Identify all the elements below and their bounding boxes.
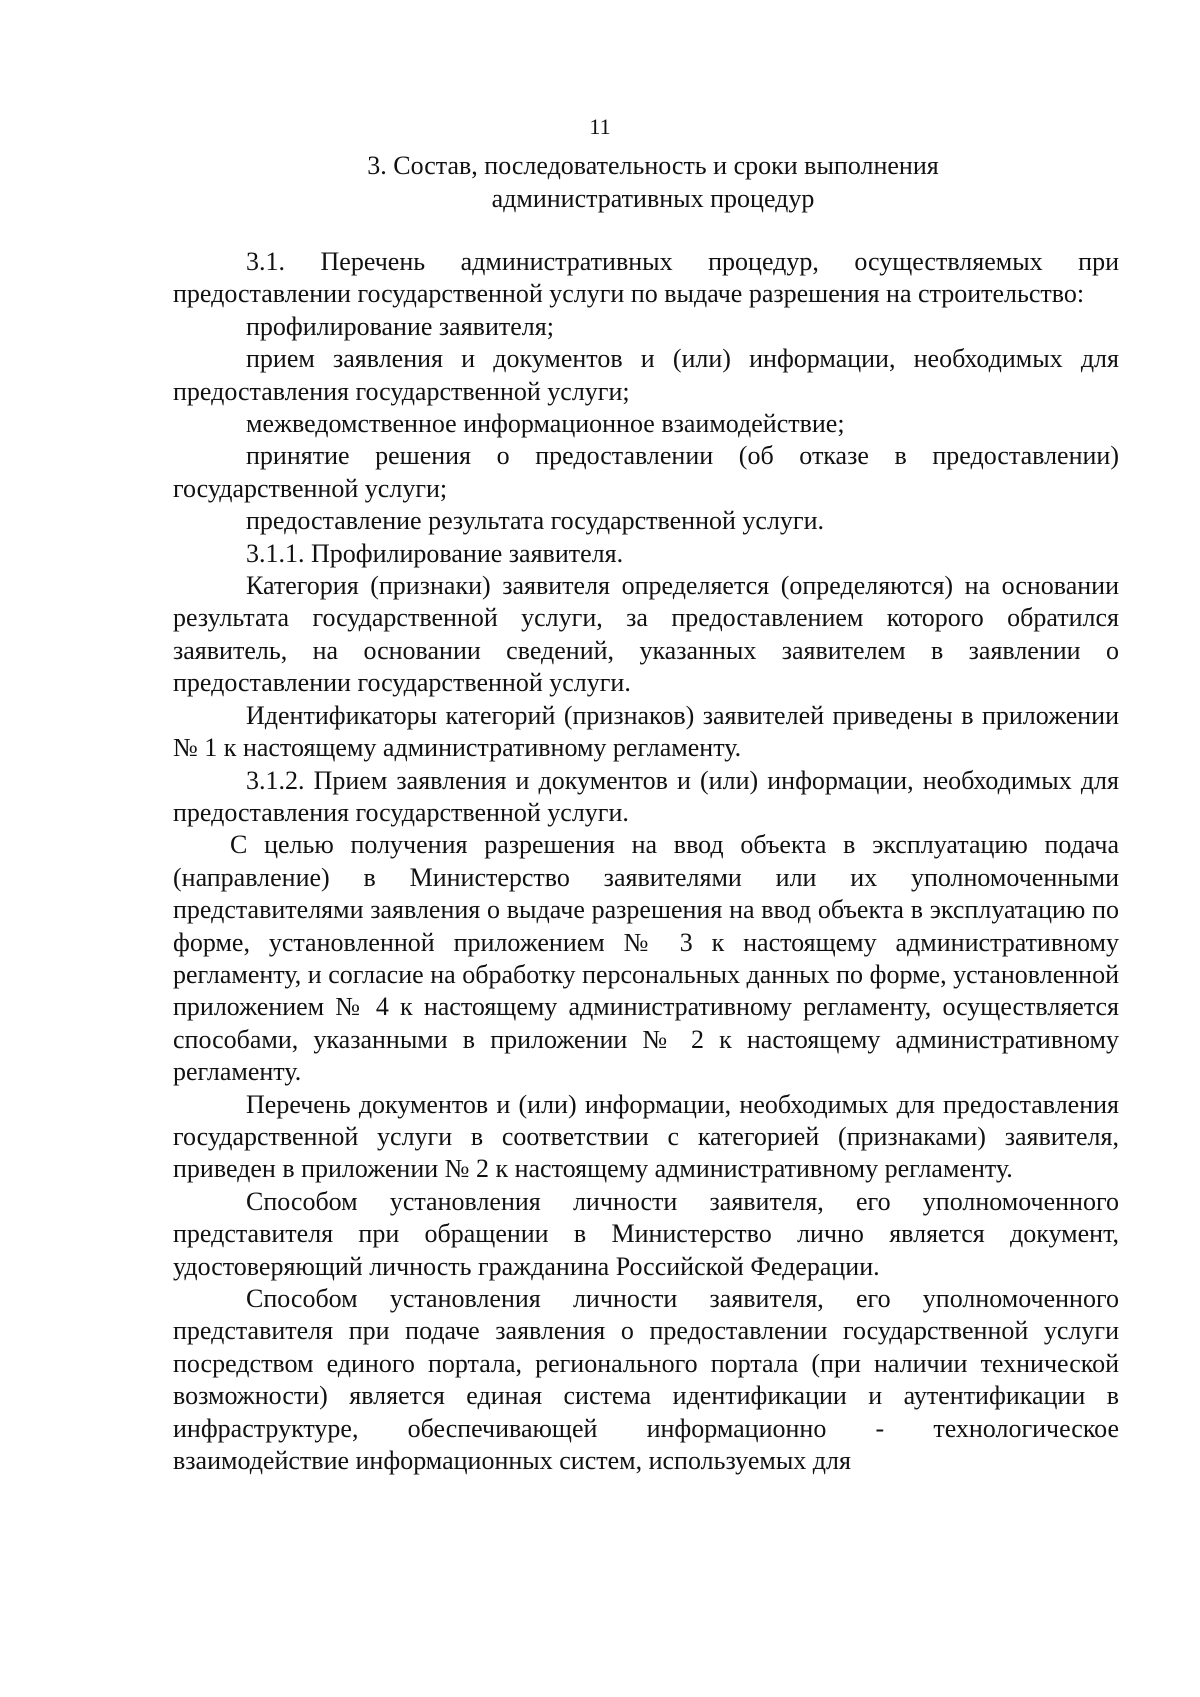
list-item-profiling: профилирование заявителя; — [246, 311, 554, 341]
paragraph-identifiers: Идентификаторы категорий (признаков) заявителей приведены в приложении № 1 к настоящему административному регламенту. — [173, 700, 1119, 763]
paragraph-identity-online: Способом установления личности заявителя, его уполномоченного представителя при подаче заявления о предоставлении государственной услуги посредством единого портала, регионального портала (при наличии технической возможности) является единая система идентификации и аутентификации в инфраструктуре, обеспечивающей информационно - технологическое взаимодействие информационных систем, используемых для — [173, 1284, 1119, 1476]
paragraph-3-1: 3.1. Перечень административных процедур, осуществляемых при предоставлении государственной услуги по выдаче разрешения на строительство: — [173, 247, 1119, 309]
section-heading-line-1: 3. Состав, последовательность и сроки выполнения — [367, 151, 939, 180]
paragraph-category: Категория (признаки) заявителя определяется (определяются) на основании результата государственной услуги, за предоставлением которого обратился заявитель, на основании сведений, указанных заявителем в заявлении о предоставлении государственной услуги. — [173, 571, 1119, 698]
paragraph-submission: С целью получения разрешения на ввод объекта в эксплуатацию подача (направление) в Министерство заявителями или их уполномоченными представителями заявления о выдаче разрешения на ввод объекта в эксплуатацию по форме, установленной приложением № 3 к настоящему административному регламенту, и согласие на обработку персональных данных по форме, установленной приложением № 4 к настоящему административному регламенту, осуществляется способами, указанными в приложении № 2 к настоящему административному регламенту. — [173, 830, 1119, 1087]
list-item-result: предоставление результата государственной услуги. — [246, 506, 825, 536]
paragraph-3-1-1: 3.1.1. Профилирование заявителя. — [246, 538, 624, 568]
section-heading — [220, 150, 1086, 215]
section-heading-line-2: административных процедур — [491, 183, 815, 213]
list-item-decision: принятие решения о предоставлении (об отказе в предоставлении) государственной услуги; — [173, 441, 1119, 503]
paragraph-document-list: Перечень документов и (или) информации, необходимых для предоставления государственной услуги в соответствии с категорией (признаками) заявителя, приведен в приложении № 2 к настоящему административному регламенту. — [173, 1089, 1119, 1184]
paragraph-identity-in-person: Способом установления личности заявителя, его уполномоченного представителя при обращении в Министерство лично является документ, удостоверяющий личность гражданина Российской Федерации. — [173, 1186, 1119, 1281]
document-body — [173, 246, 1119, 1477]
list-item-reception: прием заявления и документов и (или) информации, необходимых для предоставления государственной услуги; — [173, 344, 1119, 406]
paragraph-3-1-2: 3.1.2. Прием заявления и документов и (или) информации, необходимых для предоставления государственной услуги. — [173, 765, 1119, 827]
page-number: 11 — [589, 114, 611, 139]
list-item-interagency: межведомственное информационное взаимодействие; — [246, 409, 845, 439]
